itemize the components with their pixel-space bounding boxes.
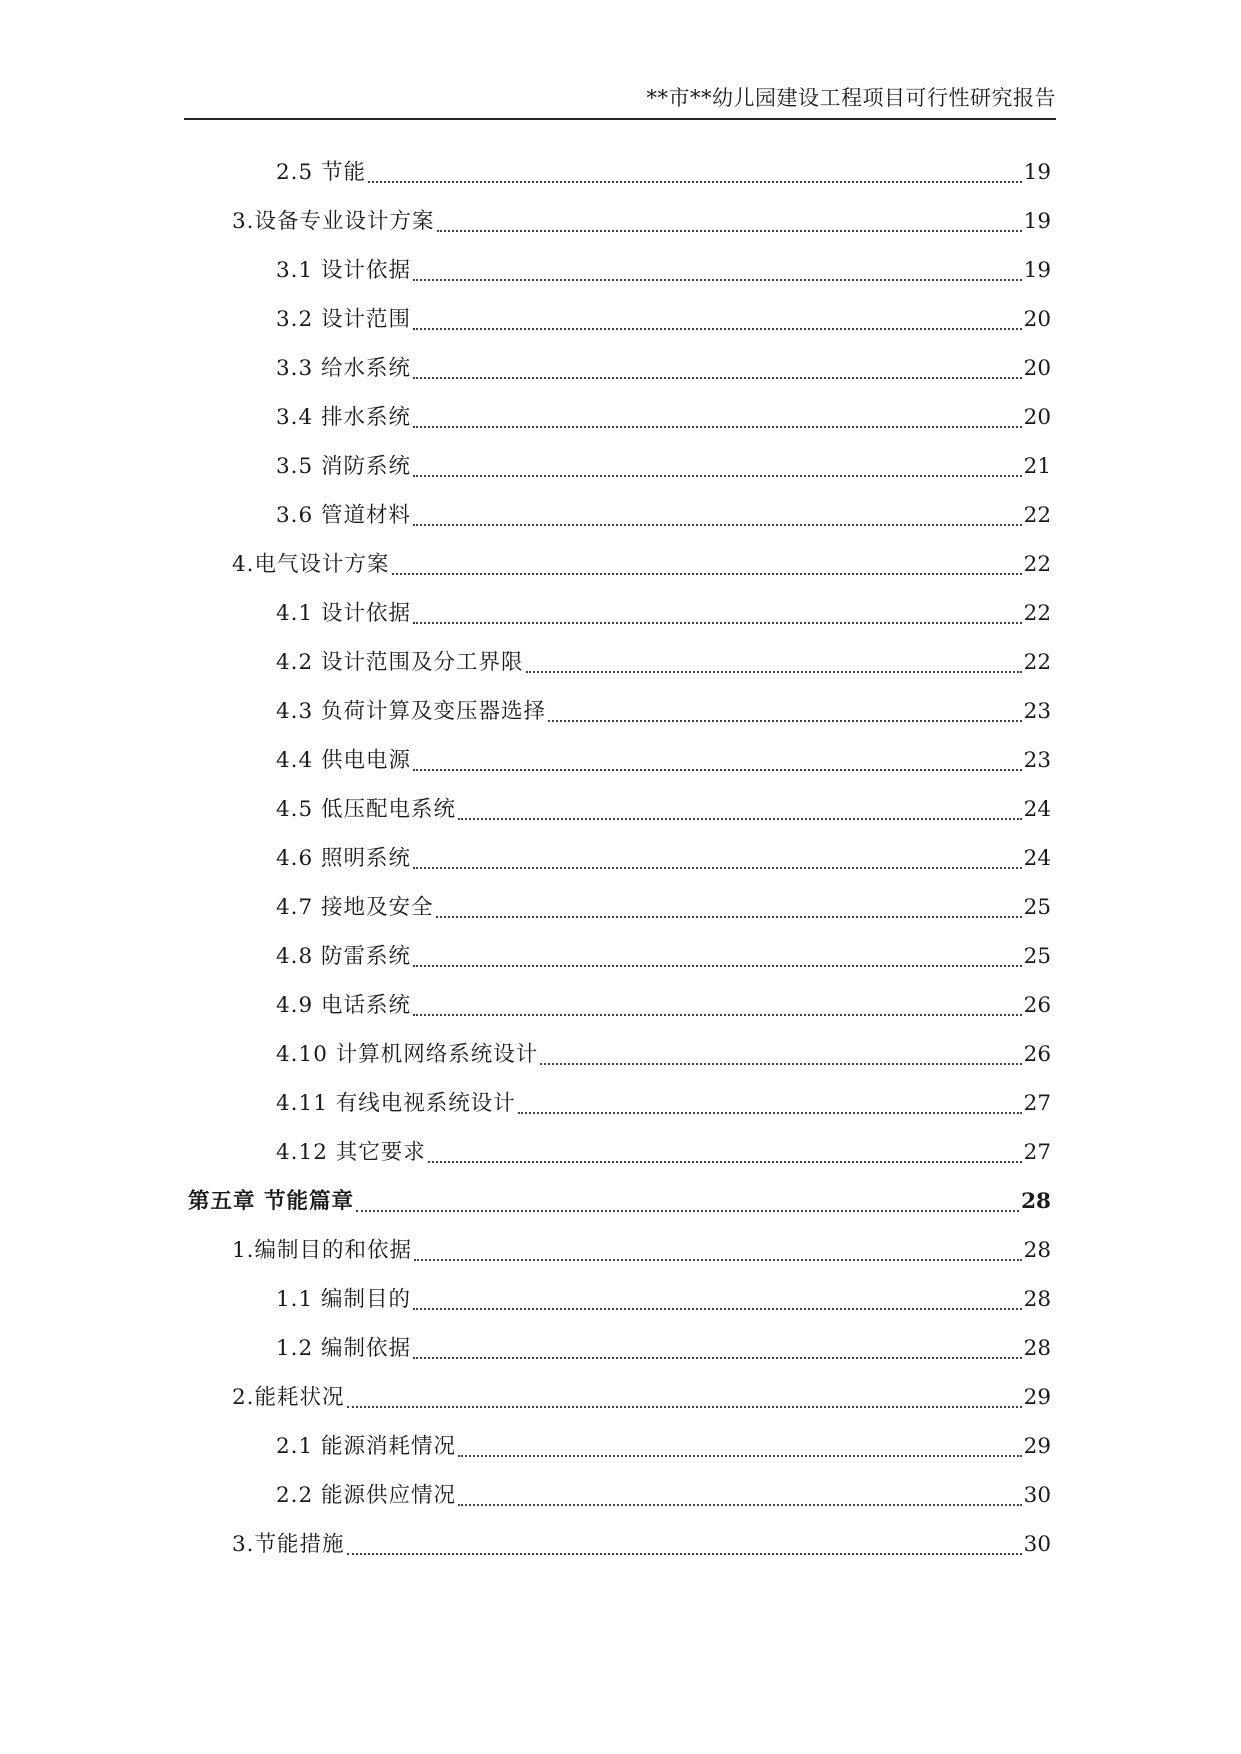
toc-entry[interactable]: [0, 1422, 1241, 1471]
toc-entry[interactable]: [0, 1177, 1241, 1226]
toc-entry[interactable]: [0, 1275, 1241, 1324]
toc-entry-label: 3.3 给水系统: [276, 355, 412, 381]
toc-page-number: 25: [1023, 894, 1051, 920]
page-header: [184, 84, 1056, 120]
toc-page-number: 28: [1021, 1188, 1051, 1214]
toc-entry-label: 2.1 能源消耗情况: [276, 1433, 457, 1459]
toc-page-number: 22: [1023, 649, 1051, 675]
toc-page-number: 27: [1023, 1139, 1051, 1165]
toc-dot-leader: [413, 622, 1022, 624]
table-of-contents: [0, 148, 1241, 1569]
toc-entry[interactable]: [0, 736, 1241, 785]
toc-entry-label: 2.2 能源供应情况: [276, 1482, 457, 1508]
toc-dot-leader: [413, 1014, 1022, 1016]
toc-entry[interactable]: [0, 197, 1241, 246]
toc-entry-label: 4.3 负荷计算及变压器选择: [276, 698, 547, 724]
toc-dot-leader: [540, 1063, 1021, 1065]
toc-page-number: 28: [1023, 1237, 1051, 1263]
toc-page-number: 23: [1023, 698, 1051, 724]
toc-dot-leader: [413, 1308, 1022, 1310]
toc-page-number: 26: [1023, 992, 1051, 1018]
toc-page-number: 19: [1023, 208, 1051, 234]
toc-entry[interactable]: [0, 1520, 1241, 1569]
toc-entry-label: 3.4 排水系统: [276, 404, 412, 430]
toc-dot-leader: [458, 818, 1022, 820]
toc-entry-label: 3.设备专业设计方案: [232, 208, 435, 234]
toc-entry-label: 4.4 供电电源: [276, 747, 412, 773]
toc-page-number: 28: [1023, 1286, 1051, 1312]
toc-entry-label: 1.1 编制目的: [276, 1286, 412, 1312]
toc-dot-leader: [347, 1553, 1022, 1555]
toc-page-number: 30: [1023, 1482, 1051, 1508]
toc-dot-leader: [458, 1504, 1022, 1506]
toc-page-number: 20: [1023, 404, 1051, 430]
toc-page-number: 20: [1023, 306, 1051, 332]
toc-dot-leader: [413, 328, 1022, 330]
toc-entry[interactable]: [0, 1324, 1241, 1373]
toc-dot-leader: [413, 769, 1022, 771]
toc-entry-label: 4.12 其它要求: [276, 1139, 426, 1165]
toc-dot-leader: [413, 475, 1022, 477]
toc-dot-leader: [368, 181, 1022, 183]
toc-dot-leader: [458, 1455, 1022, 1457]
toc-dot-leader: [548, 720, 1022, 722]
toc-entry[interactable]: [0, 1471, 1241, 1520]
toc-dot-leader: [413, 279, 1022, 281]
toc-entry[interactable]: [0, 246, 1241, 295]
toc-dot-leader: [414, 1259, 1022, 1261]
toc-entry[interactable]: [0, 148, 1241, 197]
toc-page-number: 25: [1023, 943, 1051, 969]
toc-page-number: 29: [1023, 1384, 1051, 1410]
toc-entry-label: 4.电气设计方案: [232, 551, 390, 577]
toc-dot-leader: [413, 426, 1022, 428]
toc-dot-leader: [413, 965, 1022, 967]
toc-entry-label: 4.11 有线电视系统设计: [276, 1090, 516, 1116]
toc-page-number: 24: [1023, 845, 1051, 871]
toc-entry[interactable]: [0, 1079, 1241, 1128]
toc-entry[interactable]: [0, 344, 1241, 393]
toc-entry-label: 第五章 节能篇章: [188, 1188, 354, 1214]
toc-entry-label: 3.节能措施: [232, 1531, 345, 1557]
toc-page-number: 22: [1023, 502, 1051, 528]
toc-dot-leader: [413, 1357, 1022, 1359]
toc-entry-label: 3.6 管道材料: [276, 502, 412, 528]
toc-entry[interactable]: [0, 1373, 1241, 1422]
toc-page-number: 22: [1023, 551, 1051, 577]
toc-entry-label: 4.6 照明系统: [276, 845, 412, 871]
toc-entry[interactable]: [0, 442, 1241, 491]
toc-entry-label: 2.能耗状况: [232, 1384, 345, 1410]
toc-entry[interactable]: [0, 687, 1241, 736]
toc-page-number: 26: [1023, 1041, 1051, 1067]
toc-entry[interactable]: [0, 1226, 1241, 1275]
toc-page-number: 28: [1023, 1335, 1051, 1361]
toc-entry-label: 4.10 计算机网络系统设计: [276, 1041, 539, 1067]
toc-page-number: 22: [1023, 600, 1051, 626]
toc-page-number: 23: [1023, 747, 1051, 773]
toc-entry-label: 4.9 电话系统: [276, 992, 412, 1018]
toc-dot-leader: [428, 1161, 1022, 1163]
toc-entry-label: 3.2 设计范围: [276, 306, 412, 332]
toc-entry-label: 4.5 低压配电系统: [276, 796, 457, 822]
toc-entry-label: 1.编制目的和依据: [232, 1237, 413, 1263]
toc-entry-label: 3.5 消防系统: [276, 453, 412, 479]
header-title: **市**幼儿园建设工程项目可行性研究报告: [646, 86, 1056, 110]
toc-entry-label: 2.5 节能: [276, 159, 367, 185]
toc-entry-label: 4.2 设计范围及分工界限: [276, 649, 524, 675]
toc-entry[interactable]: [0, 295, 1241, 344]
toc-entry[interactable]: [0, 1128, 1241, 1177]
toc-entry[interactable]: [0, 491, 1241, 540]
toc-page-number: 19: [1023, 159, 1051, 185]
toc-dot-leader: [437, 230, 1022, 232]
toc-entry[interactable]: [0, 883, 1241, 932]
toc-entry-label: 4.8 防雷系统: [276, 943, 412, 969]
toc-dot-leader: [526, 671, 1022, 673]
toc-entry[interactable]: [0, 785, 1241, 834]
toc-entry[interactable]: [0, 540, 1241, 589]
toc-dot-leader: [413, 524, 1022, 526]
toc-page-number: 30: [1023, 1531, 1051, 1557]
toc-page-number: 29: [1023, 1433, 1051, 1459]
toc-entry-label: 4.1 设计依据: [276, 600, 412, 626]
toc-entry[interactable]: [0, 932, 1241, 981]
toc-entry-label: 3.1 设计依据: [276, 257, 412, 283]
toc-dot-leader: [392, 573, 1022, 575]
toc-dot-leader: [347, 1406, 1022, 1408]
toc-entry-label: 4.7 接地及安全: [276, 894, 434, 920]
toc-dot-leader: [436, 916, 1022, 918]
toc-entry[interactable]: [0, 393, 1241, 442]
toc-page-number: 21: [1023, 453, 1051, 479]
toc-dot-leader: [413, 377, 1022, 379]
toc-page-number: 20: [1023, 355, 1051, 381]
toc-dot-leader: [413, 867, 1022, 869]
toc-page-number: 24: [1023, 796, 1051, 822]
toc-page-number: 27: [1023, 1090, 1051, 1116]
toc-entry-label: 1.2 编制依据: [276, 1335, 412, 1361]
toc-entry[interactable]: [0, 834, 1241, 883]
toc-dot-leader: [356, 1210, 1019, 1212]
toc-entry[interactable]: [0, 589, 1241, 638]
toc-page-number: 19: [1023, 257, 1051, 283]
toc-entry[interactable]: [0, 638, 1241, 687]
toc-entry[interactable]: [0, 981, 1241, 1030]
toc-dot-leader: [518, 1112, 1022, 1114]
toc-entry[interactable]: [0, 1030, 1241, 1079]
